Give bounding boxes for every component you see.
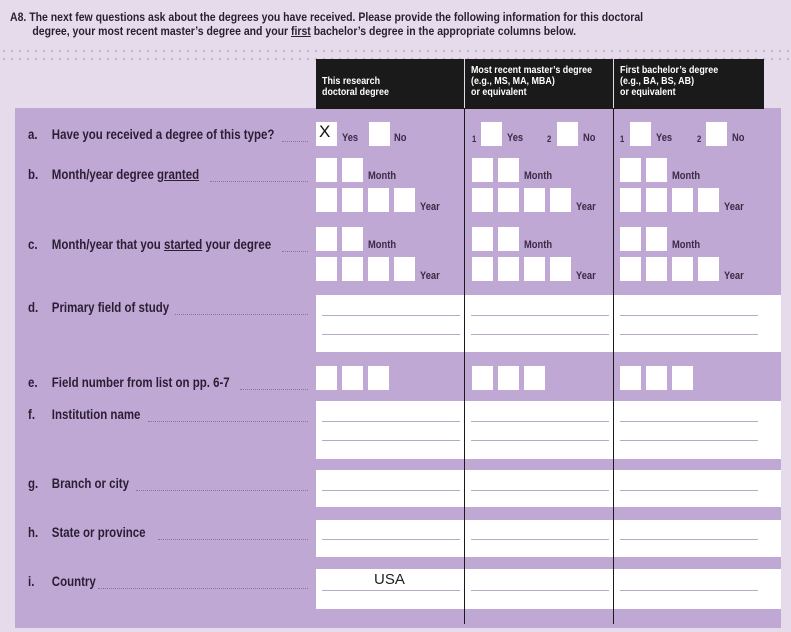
- masters-yes-checkbox[interactable]: [481, 122, 502, 146]
- bachelors-started-year-3[interactable]: [672, 257, 693, 281]
- doctoral-field-of-study-input[interactable]: [316, 295, 464, 352]
- masters-granted-month-2[interactable]: [498, 158, 519, 182]
- question-a8-intro: [10, 11, 664, 38]
- write-line: [322, 440, 460, 441]
- doctoral-started-year-1[interactable]: [316, 257, 337, 281]
- bachelors-started-year-4[interactable]: [698, 257, 719, 281]
- bachelors-granted-month-1[interactable]: [620, 158, 641, 182]
- write-line: [620, 490, 758, 491]
- masters-started-month-2[interactable]: [498, 227, 519, 251]
- doctoral-institution-input[interactable]: [316, 401, 464, 459]
- write-line: [620, 539, 758, 540]
- column-header-masters: Most recent master’s degree (e.g., MS, MA, MBA) or equivalent: [465, 59, 613, 109]
- doctoral-granted-month-2[interactable]: [342, 158, 363, 182]
- intro-line-1: A8. The next few questions ask about the degrees you have received. Please provide the following information for this doctoral: [10, 10, 644, 24]
- masters-started-year-1[interactable]: [472, 257, 493, 281]
- doctoral-no-checkbox[interactable]: [369, 122, 390, 146]
- question-h-label: h. State or province: [28, 525, 146, 540]
- question-e-label: e. Field number from list on pp. 6-7: [28, 375, 230, 390]
- bachelors-institution-input[interactable]: [615, 401, 781, 459]
- intro-line-2: degree, your most recent master’s degree and your first bachelor’s degree in the appropriate columns below.: [32, 23, 577, 38]
- doctoral-field-number-2[interactable]: [342, 366, 363, 390]
- write-line: [471, 315, 609, 316]
- bachelors-granted-year-3[interactable]: [672, 188, 693, 212]
- write-line: [620, 315, 758, 316]
- masters-granted-year-2[interactable]: [498, 188, 519, 212]
- write-line: [471, 440, 609, 441]
- dot-leader: [282, 251, 308, 252]
- bachelors-no-checkbox[interactable]: [706, 122, 727, 146]
- masters-granted-year-1[interactable]: [472, 188, 493, 212]
- write-line: [322, 539, 460, 540]
- write-line: [322, 590, 460, 591]
- dot-leader: [98, 588, 308, 589]
- question-c-label: c. Month/year that you started your degree: [28, 237, 272, 252]
- bachelors-granted-year-4[interactable]: [698, 188, 719, 212]
- write-line: [620, 334, 758, 335]
- doctoral-field-number-1[interactable]: [316, 366, 337, 390]
- dot-leader: [148, 421, 308, 422]
- masters-started-month-1[interactable]: [472, 227, 493, 251]
- doctoral-granted-year-2[interactable]: [342, 188, 363, 212]
- dot-leader: [210, 181, 308, 182]
- write-line: [471, 421, 609, 422]
- masters-branch-input[interactable]: [466, 470, 613, 507]
- dot-leader: [282, 141, 308, 142]
- column-divider: [613, 108, 614, 624]
- doctoral-branch-input[interactable]: [316, 470, 464, 507]
- doctoral-country-value: USA: [374, 571, 405, 588]
- masters-institution-input[interactable]: [466, 401, 613, 459]
- doctoral-started-year-3[interactable]: [368, 257, 389, 281]
- doctoral-granted-year-4[interactable]: [394, 188, 415, 212]
- bachelors-field-of-study-input[interactable]: [615, 295, 781, 352]
- write-line: [620, 440, 758, 441]
- question-i-label: i. Country: [28, 574, 96, 589]
- bachelors-granted-year-1[interactable]: [620, 188, 641, 212]
- write-line: [471, 334, 609, 335]
- write-line: [620, 421, 758, 422]
- doctoral-started-year-4[interactable]: [394, 257, 415, 281]
- doctoral-field-number-3[interactable]: [368, 366, 389, 390]
- write-line: [471, 539, 609, 540]
- doctoral-granted-month-1[interactable]: [316, 158, 337, 182]
- doctoral-started-month-1[interactable]: [316, 227, 337, 251]
- bachelors-field-number-2[interactable]: [646, 366, 667, 390]
- masters-started-year-4[interactable]: [550, 257, 571, 281]
- question-g-label: g. Branch or city: [28, 476, 129, 491]
- write-line: [471, 590, 609, 591]
- masters-no-checkbox[interactable]: [557, 122, 578, 146]
- masters-field-number-1[interactable]: [472, 366, 493, 390]
- question-a-label: a. Have you received a degree of this type?: [28, 127, 275, 142]
- doctoral-yes-mark: X: [319, 122, 331, 141]
- masters-country-input[interactable]: [466, 569, 613, 609]
- bachelors-field-number-1[interactable]: [620, 366, 641, 390]
- bachelors-branch-input[interactable]: [615, 470, 781, 507]
- bachelors-yes-checkbox[interactable]: [630, 122, 651, 146]
- question-b-label: b. Month/year degree granted: [28, 167, 200, 182]
- masters-granted-year-4[interactable]: [550, 188, 571, 212]
- masters-field-number-3[interactable]: [524, 366, 545, 390]
- doctoral-granted-year-3[interactable]: [368, 188, 389, 212]
- intro-first-emphasis: first: [290, 23, 311, 38]
- masters-started-year-2[interactable]: [498, 257, 519, 281]
- survey-page: A8. The next few questions ask about the degrees you have received. Please provide the following information for this doctoral degree, your most recent master’s degree and your first bachelor’s degree in the appropriate columns below. This research doctoral degree Most recent master’s degree (e.g., MS, MA, MBA) or equivalent First bachelor’s degree (e.g., BA, BS, AB) or equivalent a. Have you received a degree of this type? X Yes No 1 Yes 2 No 1 Yes 2 No b. Month/year degree granted Month Year Month Year Month Year c. Month/year that you started your degree Month Year Month Year Month Year d. Primary field of study e. Field number from list on pp. 6-7 f. Institution name g. Branch or city h. State or province i. Country USA: [0, 0, 791, 632]
- bachelors-granted-year-2[interactable]: [646, 188, 667, 212]
- write-line: [322, 315, 460, 316]
- masters-granted-month-1[interactable]: [472, 158, 493, 182]
- doctoral-started-year-2[interactable]: [342, 257, 363, 281]
- doctoral-granted-year-1[interactable]: [316, 188, 337, 212]
- question-f-label: f. Institution name: [28, 407, 141, 422]
- masters-field-of-study-input[interactable]: [466, 295, 613, 352]
- dot-leader: [136, 490, 308, 491]
- bachelors-field-number-3[interactable]: [672, 366, 693, 390]
- bachelors-started-month-1[interactable]: [620, 227, 641, 251]
- write-line: [322, 490, 460, 491]
- bachelors-country-input[interactable]: [615, 569, 781, 609]
- doctoral-started-month-2[interactable]: [342, 227, 363, 251]
- bachelors-started-year-2[interactable]: [646, 257, 667, 281]
- question-d-label: d. Primary field of study: [28, 300, 170, 315]
- column-divider: [464, 108, 465, 624]
- dot-leader: [175, 314, 308, 315]
- bachelors-started-month-2[interactable]: [646, 227, 667, 251]
- write-line: [322, 421, 460, 422]
- column-header-bachelors: First bachelor’s degree (e.g., BA, BS, AB) or equivalent: [614, 59, 764, 109]
- bachelors-started-year-1[interactable]: [620, 257, 641, 281]
- write-line: [620, 590, 758, 591]
- dot-leader: [158, 539, 308, 540]
- masters-granted-year-3[interactable]: [524, 188, 545, 212]
- column-header-doctoral: This research doctoral degree: [316, 59, 464, 109]
- write-line: [322, 334, 460, 335]
- write-line: [471, 490, 609, 491]
- masters-started-year-3[interactable]: [524, 257, 545, 281]
- dot-leader: [240, 389, 308, 390]
- masters-field-number-2[interactable]: [498, 366, 519, 390]
- bachelors-granted-month-2[interactable]: [646, 158, 667, 182]
